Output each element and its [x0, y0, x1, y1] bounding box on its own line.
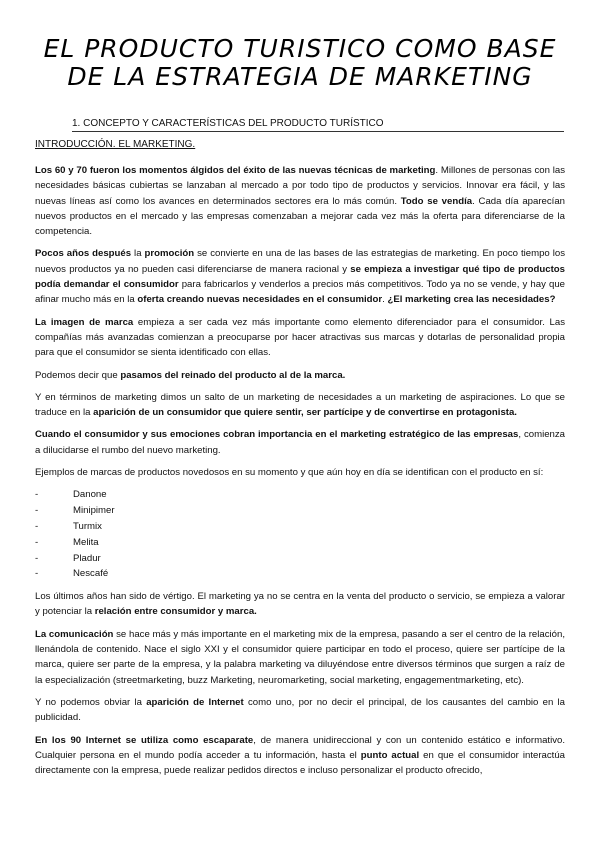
paragraph: Los 60 y 70 fueron los momentos álgidos del éxito de las nuevas técnicas de marketing. Millones de personas con las necesidades básicas cubiertas se lanzaban al mercado a por todo tipo de productos y servicios. Innovar era fácil, y las nuevas líneas así como los avances en determinados sectores era lo más común. Todo se vendía. Cada día aparecían nuevos productos en el mercado y las empresas comenzaban a mejorar cada vez más la oferta para diferenciarse de la competencia. — [35, 165, 565, 238]
document-body — [35, 163, 565, 785]
paragraph: Cuando el consumidor y sus emociones cobran importancia en el marketing estratégico de las empresas, comienza a dilucidarse el rumbo del nuevo marketing. — [35, 429, 566, 456]
paragraph: En los 90 Internet se utiliza como escaparate, de manera unidireccional y con un contenido estático e informativo. Cualquier persona en el mundo podía acceder a tu información, hasta el punto actual en que el consumidor interactúa directamente con la empresa, puede realizar pedidos directos e incluso personalizar el producto ofrecido, — [35, 734, 565, 777]
list-item: - Turmix — [35, 520, 102, 532]
subheading: INTRODUCCIÓN. EL MARKETING. — [35, 139, 196, 150]
brand-list — [35, 487, 565, 582]
paragraph: Ejemplos de marcas de productos novedosos en su momento y que aún hoy en día se identifican con el producto en sí: — [35, 467, 544, 479]
paragraph: La comunicación se hace más y más importante en el marketing mix de la empresa, pasando a ser el centro de la relación, llenándola de contenido. Nace el siglo XXI y el consumidor quiere participar en todo el proceso, quiere ser partícipe de la marca, quiere ser parte de la empresa, y la palabra marketing va diluyéndose entre diversos términos que surgen a raíz de la especialización (streetmarketing, buzz Marketing, neuromarketing, social marketing, engagementmarketing, etc). — [35, 628, 565, 686]
paragraph: Y no podemos obviar la aparición de Internet como uno, por no decir el principal, de los causantes del cambio en la publicidad. — [35, 696, 565, 724]
list-item: - Melita — [35, 536, 99, 548]
paragraph: Podemos decir que pasamos del reinado del producto al de la marca. — [35, 369, 346, 381]
list-item: - Danone — [35, 489, 107, 501]
section-heading: 1. CONCEPTO Y CARACTERÍSTICAS DEL PRODUCTO TURÍSTICO — [72, 118, 564, 132]
paragraph: Y en términos de marketing dimos un salto de un marketing de necesidades a un marketing de aspiraciones. Lo que se traduce en la aparición de un consumidor que quiere sentir, ser partícipe y de convertirse en protagonista. — [35, 391, 565, 419]
paragraph: Pocos años después la promoción se convierte en una de las bases de las estrategias de marketing. En poco tiempo los nuevos productos ya no pueden casi diferenciarse de manera racional y se empieza a investigar qué tipo de productos podía demandar el consumidor para fabricarlos y venderlos a precios más competitivos. Todo ya no se vende, y hay que afinar mucho más en la oferta creando nuevas necesidades en el consumidor. ¿El marketing crea las necesidades? — [35, 248, 565, 306]
document-title-line-2: DE LA ESTRATEGIA DE MARKETING — [67, 62, 533, 91]
list-item: - Minipimer — [35, 505, 115, 517]
list-item: - Nescafé — [35, 568, 109, 580]
paragraph: La imagen de marca empieza a ser cada vez más importante como elemento diferenciador para el consumidor. Las compañías más avanzadas comienzan a preocuparse por hacer atractivas sus marcas y dotarlas de personalidad propia para que el consumidor se sienta identificado con ellas. — [35, 316, 565, 359]
document-title-line-1: EL PRODUCTO TURISTICO COMO BASE — [43, 34, 557, 63]
list-item: - Pladur — [35, 552, 101, 564]
paragraph: Los últimos años han sido de vértigo. El marketing ya no se centra en la venta del producto o servicio, se empieza a valorar y potenciar la relación entre consumidor y marca. — [35, 591, 565, 618]
